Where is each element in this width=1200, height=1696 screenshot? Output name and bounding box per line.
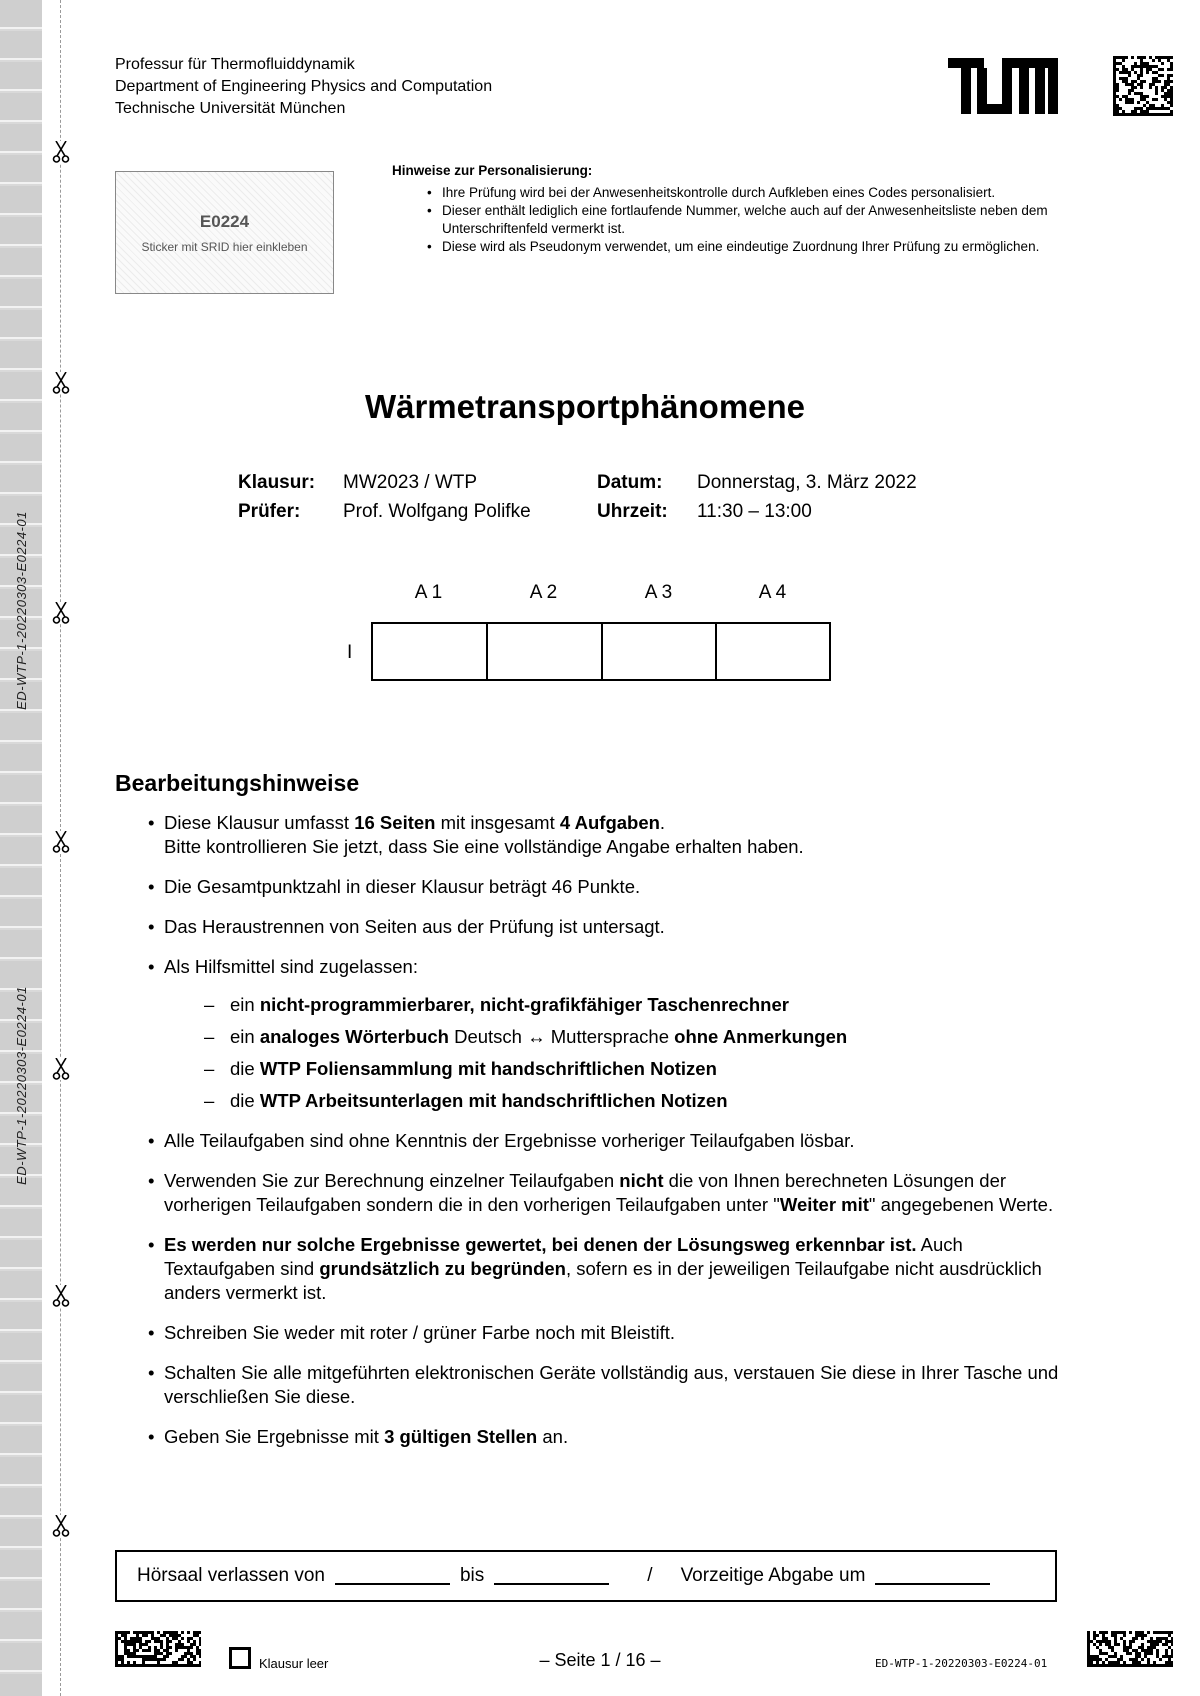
- tum-logo: [948, 58, 1058, 119]
- sticker-text: Sticker mit SRID hier einkleben: [141, 239, 308, 254]
- strip-id-bottom: ED-WTP-1-20220303-E0224-01: [13, 985, 29, 1185]
- grade-col-a3: A 3: [644, 582, 673, 603]
- grade-cell-a4[interactable]: [715, 622, 831, 681]
- scissors-icon: [52, 1515, 70, 1537]
- grade-col-a4: A 4: [758, 582, 787, 603]
- scissors-icon: [52, 141, 70, 163]
- leave-to-blank[interactable]: [494, 1567, 609, 1585]
- notes-title: Hinweise zur Personalisierung:: [392, 163, 593, 178]
- instruction-item: • Schalten Sie alle mitgeführten elektronischen Geräte vollständig aus, verstauen Sie diese in Ihrer Tasche und verschließen Sie diese.: [148, 1361, 1068, 1409]
- grade-cell-a3[interactable]: [601, 622, 717, 681]
- perforation-strip: [0, 0, 42, 1696]
- scissors-icon: [52, 1058, 70, 1080]
- meta-right-labels: [597, 468, 668, 526]
- notes-item: • Dieser enthält lediglich eine fortlaufende Nummer, welche auch auf der Anwesenheitsliste neben dem Unterschriftenfeld vermerkt ist.: [442, 202, 1057, 238]
- aid-item: – ein nicht-programmierbarer, nicht-grafikfähiger Taschenrechner: [204, 993, 1068, 1017]
- institute-line: Technische Universität München: [115, 100, 346, 117]
- grade-col-a2: A 2: [529, 582, 558, 603]
- pruefer-label: Prüfer:: [238, 501, 301, 522]
- pruefer-value: Prof. Wolfgang Polifke: [343, 501, 531, 522]
- leave-room-box: [115, 1550, 1057, 1602]
- meta-right-values: [697, 468, 917, 526]
- instructions-heading: Bearbeitungshinweise: [115, 770, 360, 796]
- aid-item: – die WTP Arbeitsunterlagen mit handschriftlichen Notizen: [204, 1089, 1068, 1113]
- instruction-item: • Schreiben Sie weder mit roter / grüner Farbe noch mit Bleistift.: [148, 1321, 1068, 1345]
- instruction-item: • Als Hilfsmittel sind zugelassen: – ein nicht-programmierbarer, nicht-grafikfähiger Taschenrechner – ein analoges Wörterbuch Deutsch ↔ Muttersprache ohne Anmerkungen – die WTP Foliensammlung mit handschriftlichen Notizen – die WTP Arbeitsunterlagen mit handschriftlichen Notizen: [148, 955, 1068, 1113]
- meta-left-labels: [238, 468, 315, 526]
- institute-line: Professur für Thermofluiddynamik: [115, 56, 355, 73]
- qr-code-top: [1113, 56, 1173, 121]
- instruction-item: • Geben Sie Ergebnisse mit 3 gültigen Stellen an.: [148, 1425, 1068, 1449]
- scissors-icon: [52, 1285, 70, 1307]
- notes-item: • Ihre Prüfung wird bei der Anwesenheitskontrolle durch Aufkleben eines Codes personalisiert.: [442, 184, 1057, 202]
- notes-item: • Diese wird als Pseudonym verwendet, um eine eindeutige Zuordnung Ihrer Prüfung zu ermöglichen.: [442, 238, 1057, 256]
- grade-cell-a2[interactable]: [486, 622, 603, 681]
- aid-item: – die WTP Foliensammlung mit handschriftlichen Notizen: [204, 1057, 1068, 1081]
- early-submit-blank[interactable]: [875, 1567, 990, 1585]
- institute-block: [115, 54, 492, 120]
- sticker-code: E0224: [199, 211, 250, 231]
- institute-line: Department of Engineering Physics and Computation: [115, 78, 493, 95]
- datum-value: Donnerstag, 3. März 2022: [697, 472, 917, 493]
- page-number: – Seite 1 / 16 –: [539, 1650, 661, 1670]
- grade-row-label: I: [347, 642, 353, 663]
- exam-title: Wärmetransportphänomene: [364, 388, 806, 425]
- personalization-notes: [392, 162, 1057, 256]
- instruction-item: • Alle Teilaufgaben sind ohne Kenntnis der Ergebnisse vorheriger Teilaufgaben lösbar.: [148, 1129, 1068, 1153]
- klausur-value: MW2023 / WTP: [343, 472, 478, 493]
- scissors-icon: [52, 602, 70, 624]
- grade-col-a1: A 1: [414, 582, 443, 603]
- instruction-item: • Verwenden Sie zur Berechnung einzelner Teilaufgaben nicht die von Ihnen berechneten Lösungen der vorherigen Teilaufgaben sondern die in den vorherigen Teilaufgaben unter "Weiter mit" angegebenen Werte.: [148, 1169, 1068, 1217]
- uhrzeit-label: Uhrzeit:: [597, 501, 668, 522]
- document-id: ED-WTP-1-20220303-E0224-01: [875, 1657, 1048, 1670]
- leave-separator: /: [647, 1565, 653, 1586]
- leave-to-label: bis: [459, 1565, 485, 1586]
- sticker-field: [115, 171, 334, 294]
- instruction-item: • Diese Klausur umfasst 16 Seiten mit insgesamt 4 Aufgaben. Bitte kontrollieren Sie jetzt, dass Sie eine vollständige Angabe erhalten haben.: [148, 811, 1068, 859]
- scissors-icon: [52, 831, 70, 853]
- instruction-item: • Die Gesamtpunktzahl in dieser Klausur beträgt 46 Punkte.: [148, 875, 1068, 899]
- strip-id-top: ED-WTP-1-20220303-E0224-01: [13, 510, 29, 710]
- grade-cell-a1[interactable]: [371, 622, 488, 681]
- aid-item: – ein analoges Wörterbuch Deutsch ↔ Muttersprache ohne Anmerkungen: [204, 1025, 1068, 1049]
- qr-code-bottom-right: [1087, 1631, 1173, 1672]
- uhrzeit-value: 11:30 – 13:00: [697, 501, 812, 522]
- exam-empty-label: Klausur leer: [259, 1656, 329, 1671]
- datum-label: Datum:: [597, 472, 663, 493]
- instruction-item: • Es werden nur solche Ergebnisse gewertet, bei denen der Lösungsweg erkennbar ist. Auch Textaufgaben sind grundsätzlich zu begründen, sofern es in der jeweiligen Teilaufgabe nicht ausdrücklich anders vermerkt ist.: [148, 1233, 1068, 1305]
- instructions-list: [148, 811, 1068, 1465]
- early-submit-label: Vorzeitige Abgabe um: [680, 1565, 866, 1586]
- leave-from-blank[interactable]: [335, 1567, 450, 1585]
- klausur-label: Klausur:: [238, 472, 316, 493]
- meta-left-values: [343, 468, 531, 526]
- instruction-item: • Das Heraustrennen von Seiten aus der Prüfung ist untersagt.: [148, 915, 1068, 939]
- leave-from-label: Hörsaal verlassen von: [137, 1565, 325, 1586]
